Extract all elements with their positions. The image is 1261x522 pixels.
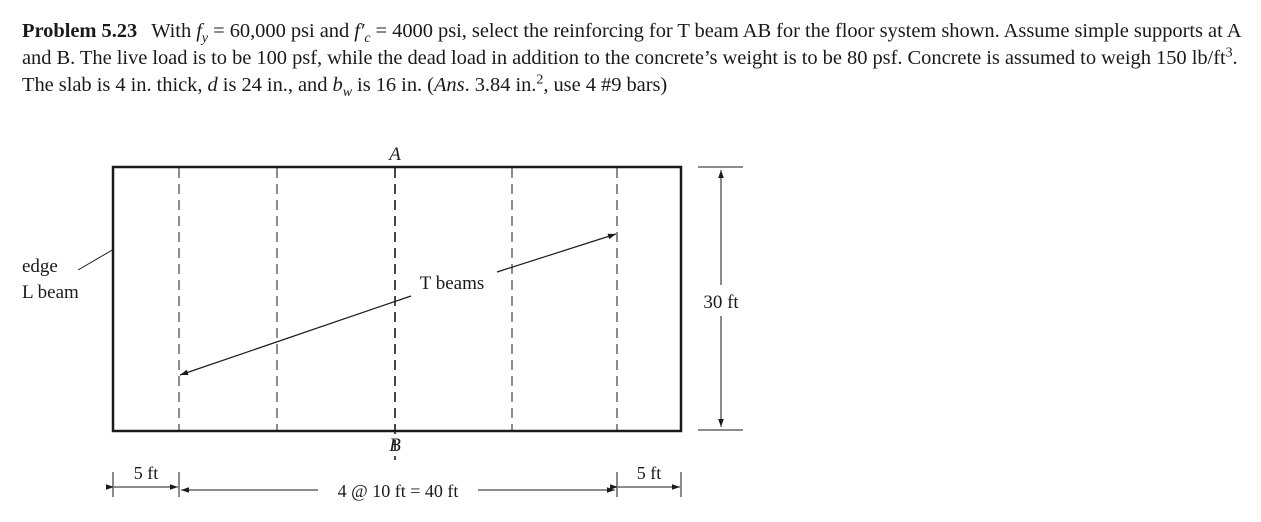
fy-symbol: f (196, 20, 202, 42)
fc-subscript: c (364, 30, 371, 46)
left-dim-label: 5 ft (133, 463, 159, 483)
label-a: A (389, 144, 401, 165)
b-symbol: b (332, 74, 343, 96)
t-beams-arrow-right (497, 234, 616, 272)
fy-subscript: y (201, 30, 209, 46)
text-run-4: . The slab is 4 in. thick, (22, 47, 1238, 96)
text-run-2: = 60,000 psi and (208, 20, 355, 42)
text-run-6: is 16 in. ( (351, 74, 434, 96)
bw-subscript: w (342, 84, 352, 100)
exponent-3: 3 (1225, 45, 1233, 61)
height-dim-label: 30 ft (703, 292, 739, 313)
text-run-1: With (151, 20, 197, 42)
fc-symbol: f′ (354, 20, 365, 42)
exponent-2: 2 (536, 72, 544, 88)
right-dim-label: 5 ft (636, 463, 662, 483)
edge-label-line-1: edge (22, 256, 58, 277)
middle-dim-label: 4 @ 10 ft = 40 ft (337, 481, 459, 501)
t-beams-arrow-left (180, 296, 411, 375)
text-run-5: is 24 in., and (217, 74, 333, 96)
text-run-3: = 4000 psi, select the reinforcing for T beam AB for the floor system shown. Assume simple supports at A and B. The live load is to be 100 psf, while the dead load in addition to the concrete’s weight is to be 80 psf. Concrete is assumed to weigh 150 lb/ft (22, 20, 1241, 69)
text-run-8: , use 4 #9 bars) (543, 74, 668, 96)
ans-label: Ans (433, 74, 465, 96)
text-run-7: . 3.84 in. (464, 74, 537, 96)
t-beam-lines (179, 168, 617, 430)
edge-label-line-2: L beam (22, 282, 79, 303)
label-b: B (389, 435, 401, 456)
t-beams-label: T beams (419, 273, 485, 294)
slab-outline (113, 167, 681, 431)
edge-leader-line (78, 249, 114, 270)
problem-number: Problem 5.23 (22, 20, 138, 42)
d-symbol: d (207, 74, 218, 96)
